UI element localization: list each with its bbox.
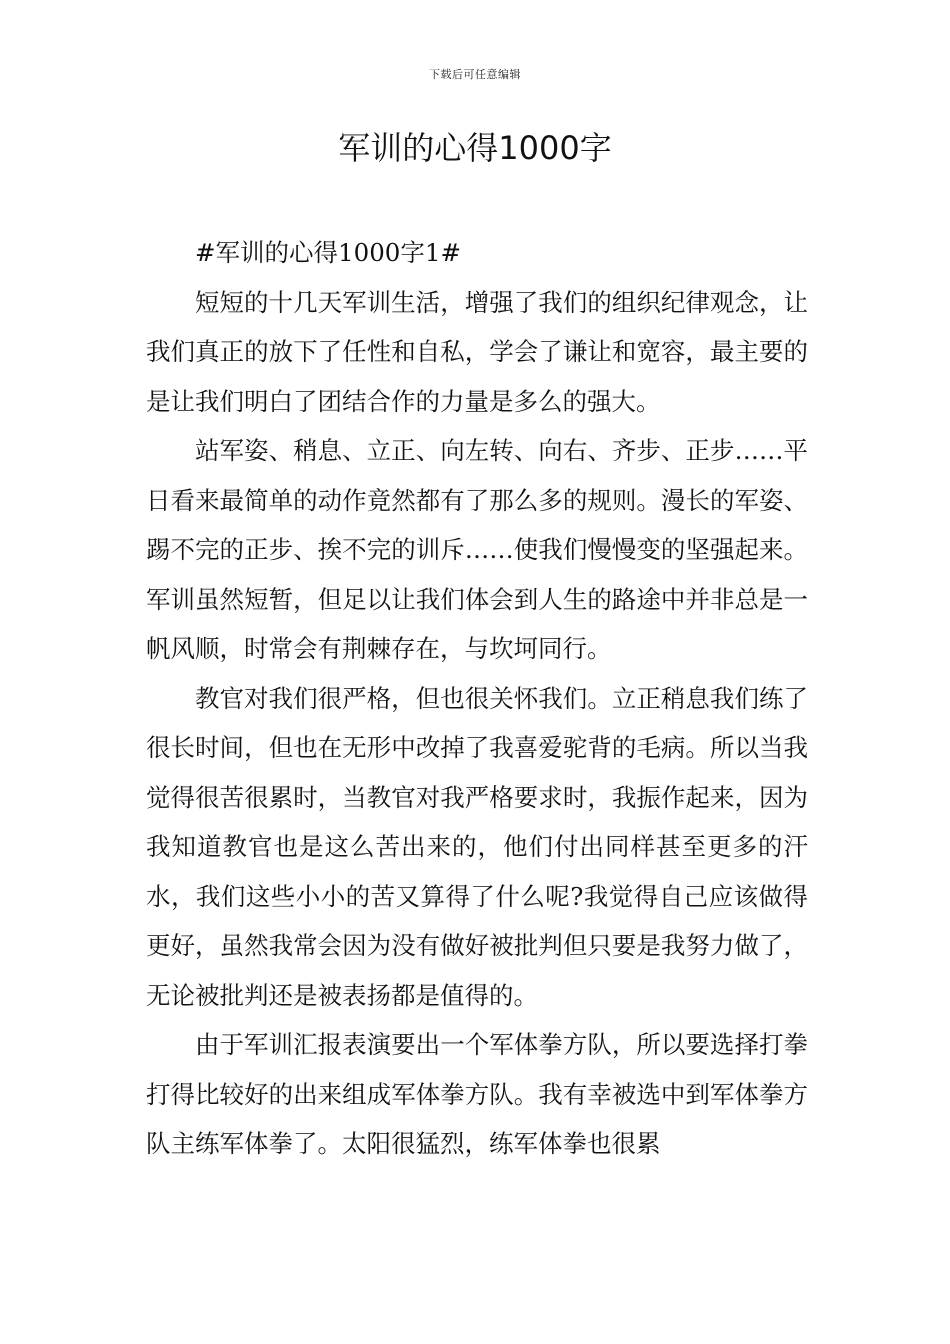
header-note: 下载后可任意编辑 <box>429 68 521 81</box>
paragraph-4: 由于军训汇报表演要出一个军体拳方队，所以要选择打拳打得比较好的出来组成军体拳方队。我有幸被选中到军体拳方队主练军体拳了。太阳很猛烈，练军体拳也很累 <box>146 1030 808 1158</box>
document-title: 军训的心得1000字 <box>338 129 612 167</box>
document-body <box>146 228 808 1169</box>
paragraph-3: 教官对我们很严格，但也很关怀我们。立正稍息我们练了很长时间，但也在无形中改掉了我喜爱驼背的毛病。所以当我觉得很苦很累时，当教官对我严格要求时，我振作起来，因为我知道教官也是这么苦出来的，他们付出同样甚至更多的汗水，我们这些小小的苦又算得了什么呢?我觉得自己应该做得更好，虽然我常会因为没有做好被批判但只要是我努力做了，无论被批判还是被表扬都是值得的。 <box>146 683 808 1010</box>
section-subheading: #军训的心得1000字1# <box>195 238 461 267</box>
paragraph-1: 短短的十几天军训生活，增强了我们的组织纪律观念，让我们真正的放下了任性和自私，学会了谦让和宽容，最主要的是让我们明白了团结合作的力量是多么的强大。 <box>146 287 808 416</box>
paragraph-2: 站军姿、稍息、立正、向左转、向右、齐步、正步……平日看来最简单的动作竟然都有了那么多的规则。漫长的军姿、踢不完的正步、挨不完的训斥……使我们慢慢变的坚强起来。军训虽然短暂，但足以让我们体会到人生的路途中并非总是一帆风顺，时常会有荆棘存在，与坎坷同行。 <box>146 436 808 663</box>
